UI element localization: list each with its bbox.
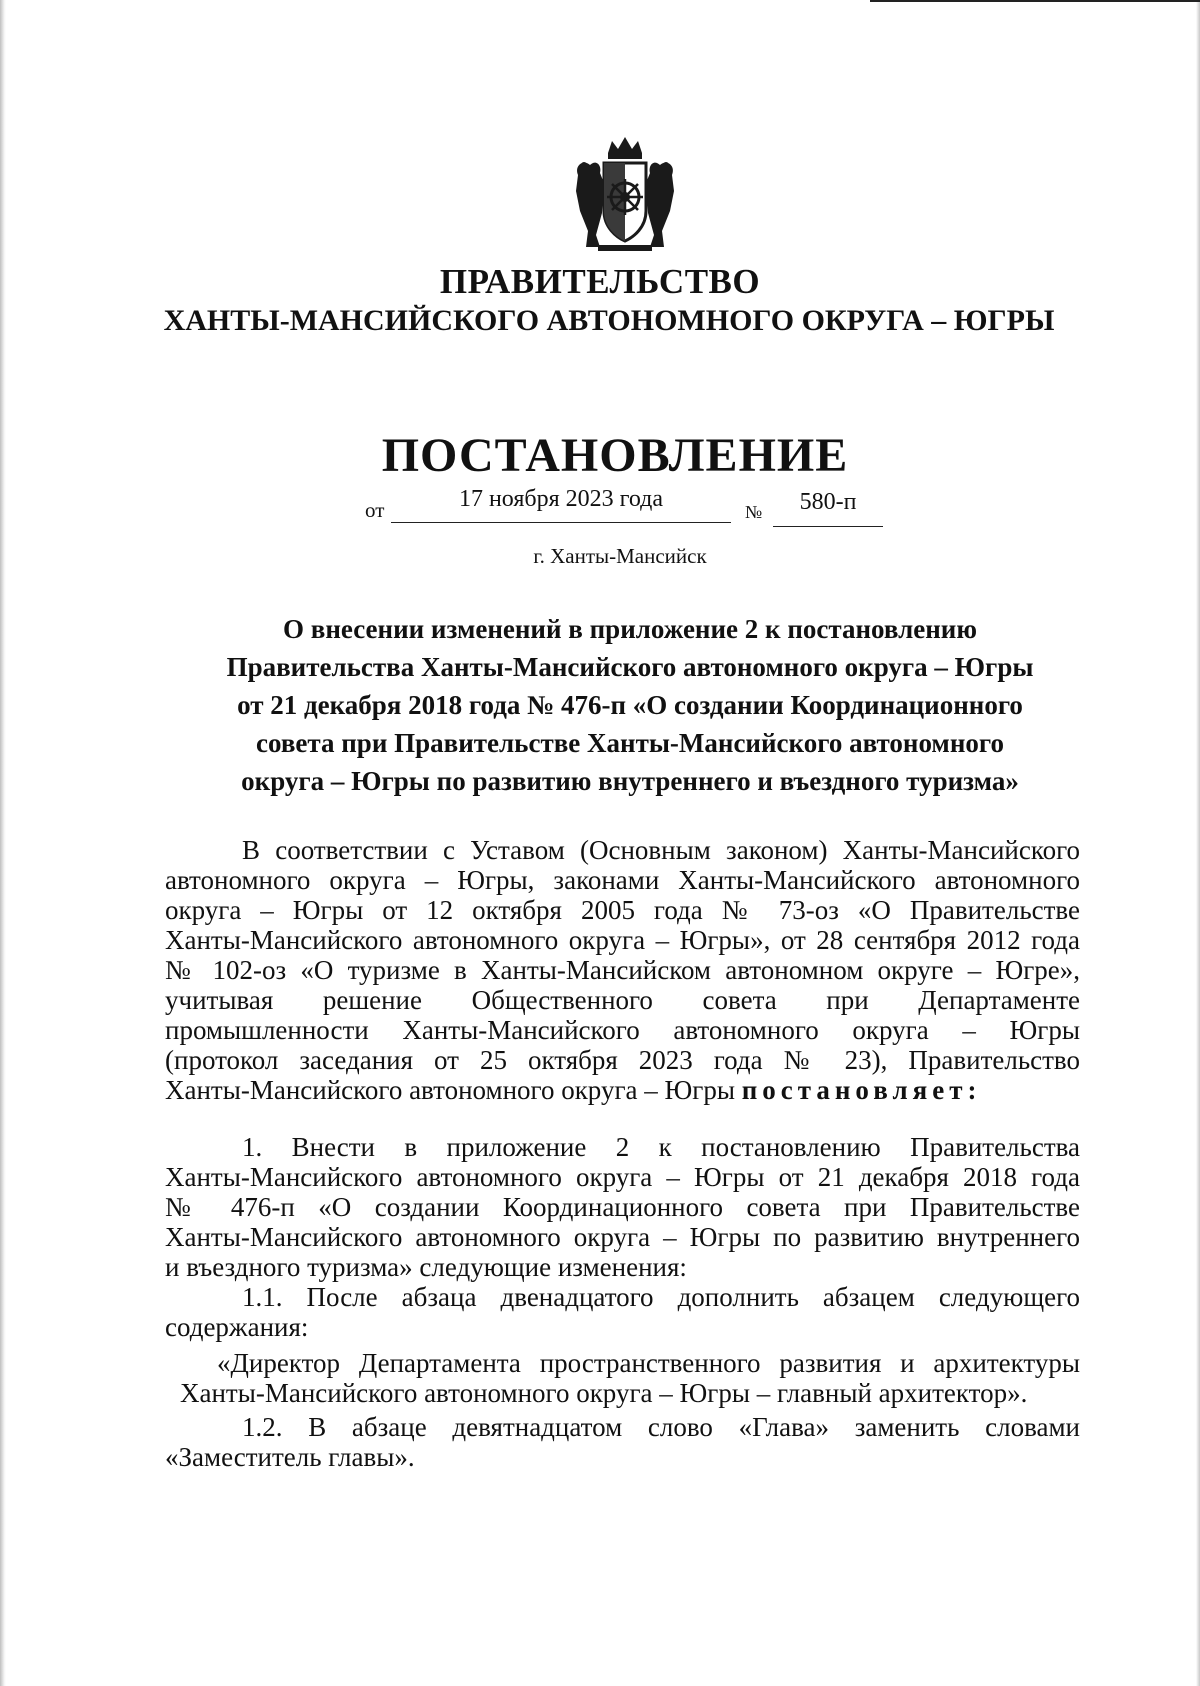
preamble-paragraph xyxy=(165,835,1080,1105)
body-line: В соответствии с Уставом (Основным законом) Ханты-Мансийского xyxy=(242,835,1080,865)
body-line: округа – Югры от 12 октября 2005 года № 73-оз «О Правительстве xyxy=(165,895,1080,925)
scan-top-line xyxy=(870,0,1200,2)
title-line: О внесении изменений в приложение 2 к постановлению xyxy=(283,614,977,644)
scan-edge-left xyxy=(0,0,6,1686)
body-line: № 476-п «О создании Координационного совета при Правительстве xyxy=(165,1192,1080,1222)
body-line: «Директор Департамента пространственного развития и архитектуры xyxy=(217,1348,1080,1378)
body-line: Ханты-Мансийского автономного округа – Югры», от 28 сентября 2012 года xyxy=(165,925,1080,955)
government-region: ХАНТЫ-МАНСИЙСКОГО АВТОНОМНОГО ОКРУГА – ЮГРЫ xyxy=(163,304,1055,337)
body-line: «Заместитель главы». xyxy=(165,1442,415,1472)
title-line: совета при Правительстве Ханты-Мансийского автономного xyxy=(256,728,1004,758)
document-number: 580-п xyxy=(799,489,857,515)
body-line: 1.2. В абзаце девятнадцатом слово «Глава» заменить словами xyxy=(242,1412,1080,1442)
body-line: Ханты-Мансийского автономного округа – Югры – главный архитектор». xyxy=(180,1378,1028,1408)
body-line-text: Ханты-Мансийского автономного округа – Югры xyxy=(165,1075,735,1105)
document-title xyxy=(190,610,1070,800)
item-1-2-paragraph xyxy=(165,1412,1080,1472)
document-date: 17 ноября 2023 года xyxy=(458,486,664,512)
paragraph-gap xyxy=(165,1105,1080,1132)
body-line: Ханты-Мансийского автономного округа – Югры от 21 декабря 2018 года xyxy=(165,1162,1080,1192)
body-line: Ханты-Мансийского автономного округа – Югры по развитию внутреннего xyxy=(165,1222,1080,1252)
body-line: 1. Внести в приложение 2 к постановлению Правительства xyxy=(242,1132,1080,1162)
date-underline xyxy=(391,522,731,523)
body-line: учитывая решение Общественного совета при Департаменте xyxy=(165,985,1080,1015)
body-line: № 102-оз «О туризме в Ханты-Мансийском автономном округе – Югре», xyxy=(165,955,1080,985)
date-number-row xyxy=(0,486,1200,526)
title-line: от 21 декабря 2018 года № 476-п «О создании Координационного xyxy=(237,690,1023,720)
decree-word: постановляет: xyxy=(741,1075,982,1105)
body-line: 1.1. После абзаца двенадцатого дополнить абзацем следующего xyxy=(242,1282,1080,1312)
document-body xyxy=(165,835,1080,1472)
government-title: ПРАВИТЕЛЬСТВО xyxy=(439,262,761,301)
number-prefix: № xyxy=(745,502,763,522)
date-prefix: от xyxy=(365,498,385,522)
scan-edge-right xyxy=(1196,0,1200,1686)
body-line: содержания: xyxy=(165,1312,309,1342)
title-line: округа – Югры по развитию внутреннего и въездного туризма» xyxy=(241,766,1019,796)
quote-paragraph xyxy=(165,1348,1080,1408)
number-underline xyxy=(773,526,883,527)
body-line: (протокол заседания от 25 октября 2023 года № 23), Правительство xyxy=(165,1045,1080,1075)
item-1-paragraph xyxy=(165,1132,1080,1282)
city: г. Ханты-Мансийск xyxy=(533,544,707,568)
body-line: промышленности Ханты-Мансийского автономного округа – Югры xyxy=(165,1015,1080,1045)
body-line: автономного округа – Югры, законами Ханты-Мансийского автономного xyxy=(165,865,1080,895)
coat-of-arms-icon xyxy=(570,135,680,255)
document-type: ПОСТАНОВЛЕНИЕ xyxy=(381,429,849,482)
item-1-1-paragraph xyxy=(165,1282,1080,1342)
body-line: и въездного туризма» следующие изменения: xyxy=(165,1252,687,1282)
title-line: Правительства Ханты-Мансийского автономного округа – Югры xyxy=(226,652,1034,682)
body-line xyxy=(165,1075,1080,1105)
